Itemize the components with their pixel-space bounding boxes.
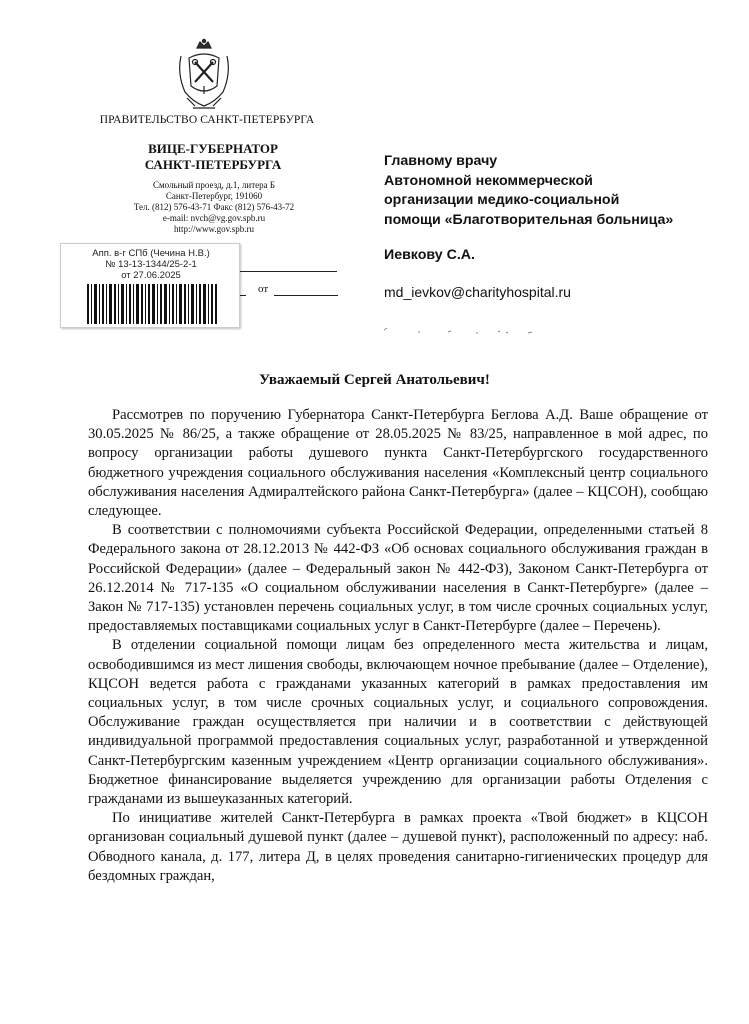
greeting: Уважаемый Сергей Анатольевич! bbox=[259, 372, 490, 388]
paragraph-3: В отделении социальной помощи лицам без определенного места жительства и лицам, освободившимся из мест лишения свободы, включающем ночное пребывание (далее – Отделение), КЦСОН ведется работа с гражданами указанных категорий в рамках предоставления им социальных услуг, в том числе срочных социальных услуг, и социального сопровождения. Обслуживание граждан осуществляется при наличии и в соответствии с действующей индивидуальной программой предоставления социальных услуг, разработанной и утвержденной Санкт-Петербургским казенным учреждением «Центр организации социального обслуживания». Бюджетное финансирование выделяется учреждению для организации работы Отделения с гражданами из вышеуказанных категорий. bbox=[88, 637, 708, 808]
scan-marks bbox=[378, 320, 548, 340]
recipient-email: md_ievkov@charityhospital.ru bbox=[384, 284, 571, 300]
recipient-block bbox=[384, 152, 744, 230]
recipient-line-2: Автономной некоммерческой bbox=[384, 172, 593, 189]
sticker-line-2: № 13-13-1344/25-2-1 bbox=[105, 259, 197, 270]
sticker-line-1: Апп. в-г СПб (Чечина Н.В.) bbox=[92, 248, 210, 259]
sticker-line-3: от 27.06.2025 bbox=[121, 270, 181, 281]
date-line bbox=[274, 295, 338, 296]
paragraph-1: Рассмотрев по поручению Губернатора Санкт-Петербурга Беглова А.Д. Ваше обращение от 30.05.2025 № 86/25, а также обращение от 28.05.2025 № 83/25, направленное в мой адрес, по вопросу организации работы душевого пункта Санкт-Петербургского государственного бюджетного учреждения социального обслуживания населения «Комплексный центр социального обслуживания населения Адмиралтейского района Санкт-Петербурга» (далее – КЦСОН), сообщаю следующее. bbox=[88, 407, 708, 520]
sticker-text bbox=[67, 248, 235, 281]
paragraph-4: По инициативе жителей Санкт-Петербурга в рамках проекта «Твой бюджет» в КЦСОН организован социальный душевой пункт (далее – душевой пункт), расположенный по адресу: наб. Обводного канала, д. 177, литера Д, в целях проведения санитарно-гигиенических процедур для бездомных граждан, bbox=[88, 810, 708, 884]
email-line: e-mail: nvch@vg.gov.spb.ru bbox=[162, 213, 266, 223]
government-header: ПРАВИТЕЛЬСТВО САНКТ-ПЕТЕРБУРГА bbox=[99, 114, 315, 126]
date-separator: от bbox=[258, 283, 269, 295]
title-line-2: САНКТ-ПЕТЕРБУРГА bbox=[144, 157, 282, 172]
barcode-graphic bbox=[87, 284, 217, 324]
phone-line: Тел. (812) 576-43-71 Факс (812) 576-43-72 bbox=[133, 202, 295, 212]
letter-body bbox=[88, 406, 708, 886]
address-line-1: Смольный проезд, д.1, литера Б bbox=[152, 180, 276, 190]
recipient-name: Иевкову С.А. bbox=[384, 247, 475, 263]
registration-line bbox=[233, 271, 337, 272]
recipient-line-3: организации медико-социальной bbox=[384, 192, 620, 208]
letterhead-address bbox=[96, 180, 332, 235]
address-line-2: Санкт-Петербург, 191060 bbox=[165, 191, 263, 201]
recipient-line-1: Главному врачу bbox=[384, 153, 498, 169]
recipient-line-4: помощи «Благотворительная больница» bbox=[384, 211, 674, 228]
paragraph-2: В соответствии с полномочиями субъекта Российской Федерации, определенными статьей 8 Федерального закона от 28.12.2013 № 442-ФЗ «Об основах социального обслуживания граждан в Российской Федерации» (далее – Федеральный закон № 442-ФЗ), Законом Санкт-Петербурга от 26.12.2014 № 717-135 «О социальном обслуживании населения в Санкт-Петербурге» (далее – Закон № 717-135) установлен перечень социальных услуг, в том числе срочных социальных услуг, предоставляемых поставщиками социальных услуг в Санкт-Петербурге (далее – Перечень). bbox=[88, 522, 708, 635]
coat-of-arms-emblem bbox=[173, 38, 235, 112]
website-line: http://www.gov.spb.ru bbox=[173, 224, 255, 234]
registration-sticker bbox=[60, 243, 240, 328]
letterhead-title bbox=[122, 141, 304, 173]
title-line-1: ВИЦЕ-ГУБЕРНАТОР bbox=[148, 141, 278, 156]
